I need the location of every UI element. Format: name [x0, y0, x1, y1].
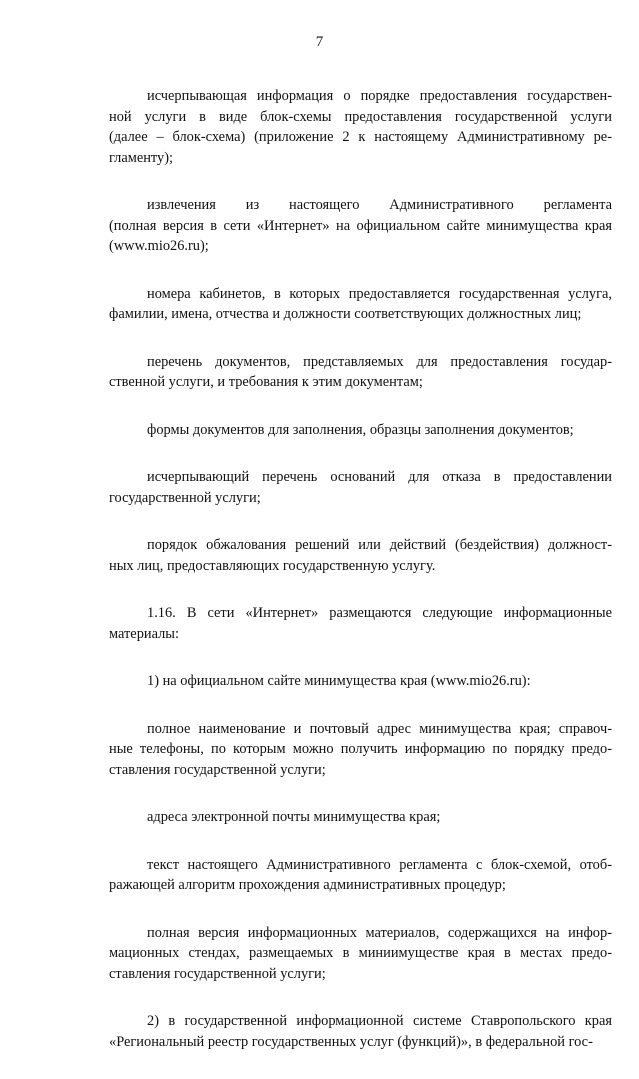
paragraph-line: полное наименование и почтовый адрес минимущества края; справоч-	[147, 720, 612, 737]
paragraph-line: мационных стендах, размещаемых в миниимуществе края в местах предо-	[109, 945, 612, 961]
paragraph-line: перечень документов, представляемых для предоставления государ-	[147, 353, 612, 370]
paragraph-line: материалы:	[109, 625, 179, 642]
paragraph	[109, 467, 612, 508]
paragraph	[109, 603, 612, 644]
paragraph	[109, 923, 612, 985]
page-number: 7	[315, 34, 324, 50]
paragraph-line: 1.16. В сети «Интернет» размещаются следующие информационные	[147, 605, 612, 621]
paragraph	[109, 420, 612, 441]
paragraph-line: 2) в государственной информационной системе Ставропольского края	[147, 1013, 612, 1029]
paragraph-line: ражающей алгоритм прохождения административных процедур;	[109, 877, 506, 893]
paragraph-line: ставления государственной услуги;	[109, 965, 326, 982]
paragraph-line: формы документов для заполнения, образцы заполнения документов;	[147, 421, 574, 438]
paragraph-line: ственной услуги, и требования к этим документам;	[109, 374, 423, 390]
paragraph-line: ной услуги в виде блок-схемы предоставления государственной услуги	[109, 108, 612, 125]
paragraph-line: фамилии, имена, отчества и должности соответствующих должностных лиц;	[109, 306, 582, 322]
paragraph-line: исчерпывающая информация о порядке предоставления государствен-	[147, 88, 612, 104]
paragraph-line: полная версия информационных материалов, содержащихся на инфор-	[147, 924, 612, 941]
paragraph-line: ных лиц, предоставляющих государственную услугу.	[109, 557, 436, 574]
paragraph	[109, 284, 612, 325]
paragraph-line: государственной услуги;	[109, 489, 261, 506]
paragraph	[109, 855, 612, 896]
paragraph-line: извлечения из настоящего Административного регламента	[147, 197, 612, 213]
paragraph-line: (www.mio26.ru);	[109, 238, 209, 254]
paragraph-line: (далее – блок-схема) (приложение 2 к настоящему Административному ре-	[109, 129, 612, 145]
paragraph	[109, 1011, 612, 1052]
paragraph-line: адреса электронной почты минимущества края;	[147, 809, 441, 825]
paragraph	[109, 352, 612, 393]
paragraph	[109, 671, 612, 692]
paragraph	[109, 195, 612, 257]
paragraph-line: порядок обжалования решений или действий (бездействия) должност-	[147, 537, 612, 553]
paragraph	[109, 807, 612, 828]
paragraph-line: текст настоящего Административного регламента с блок-схемой, отоб-	[147, 856, 612, 873]
paragraph	[109, 86, 612, 168]
paragraph-line: гламенту);	[109, 149, 174, 166]
paragraph-line: номера кабинетов, в которых предоставляется государственная услуга,	[147, 285, 612, 302]
document-body	[109, 86, 612, 1079]
paragraph-line: ставления государственной услуги;	[109, 761, 326, 778]
paragraph	[109, 535, 612, 576]
paragraph-line: ные телефоны, по которым можно получить информацию по порядку предо-	[109, 741, 612, 757]
paragraph-line: (полная версия в сети «Интернет» на официальном сайте минимущества края	[109, 217, 612, 234]
paragraph-line: 1) на официальном сайте минимущества края (www.mio26.ru):	[147, 673, 531, 689]
paragraph-line: исчерпывающий перечень оснований для отказа в предоставлении	[147, 469, 612, 485]
paragraph	[109, 719, 612, 781]
paragraph-line: «Региональный реестр государственных услуг (функций)», в федеральной гос-	[109, 1033, 593, 1050]
